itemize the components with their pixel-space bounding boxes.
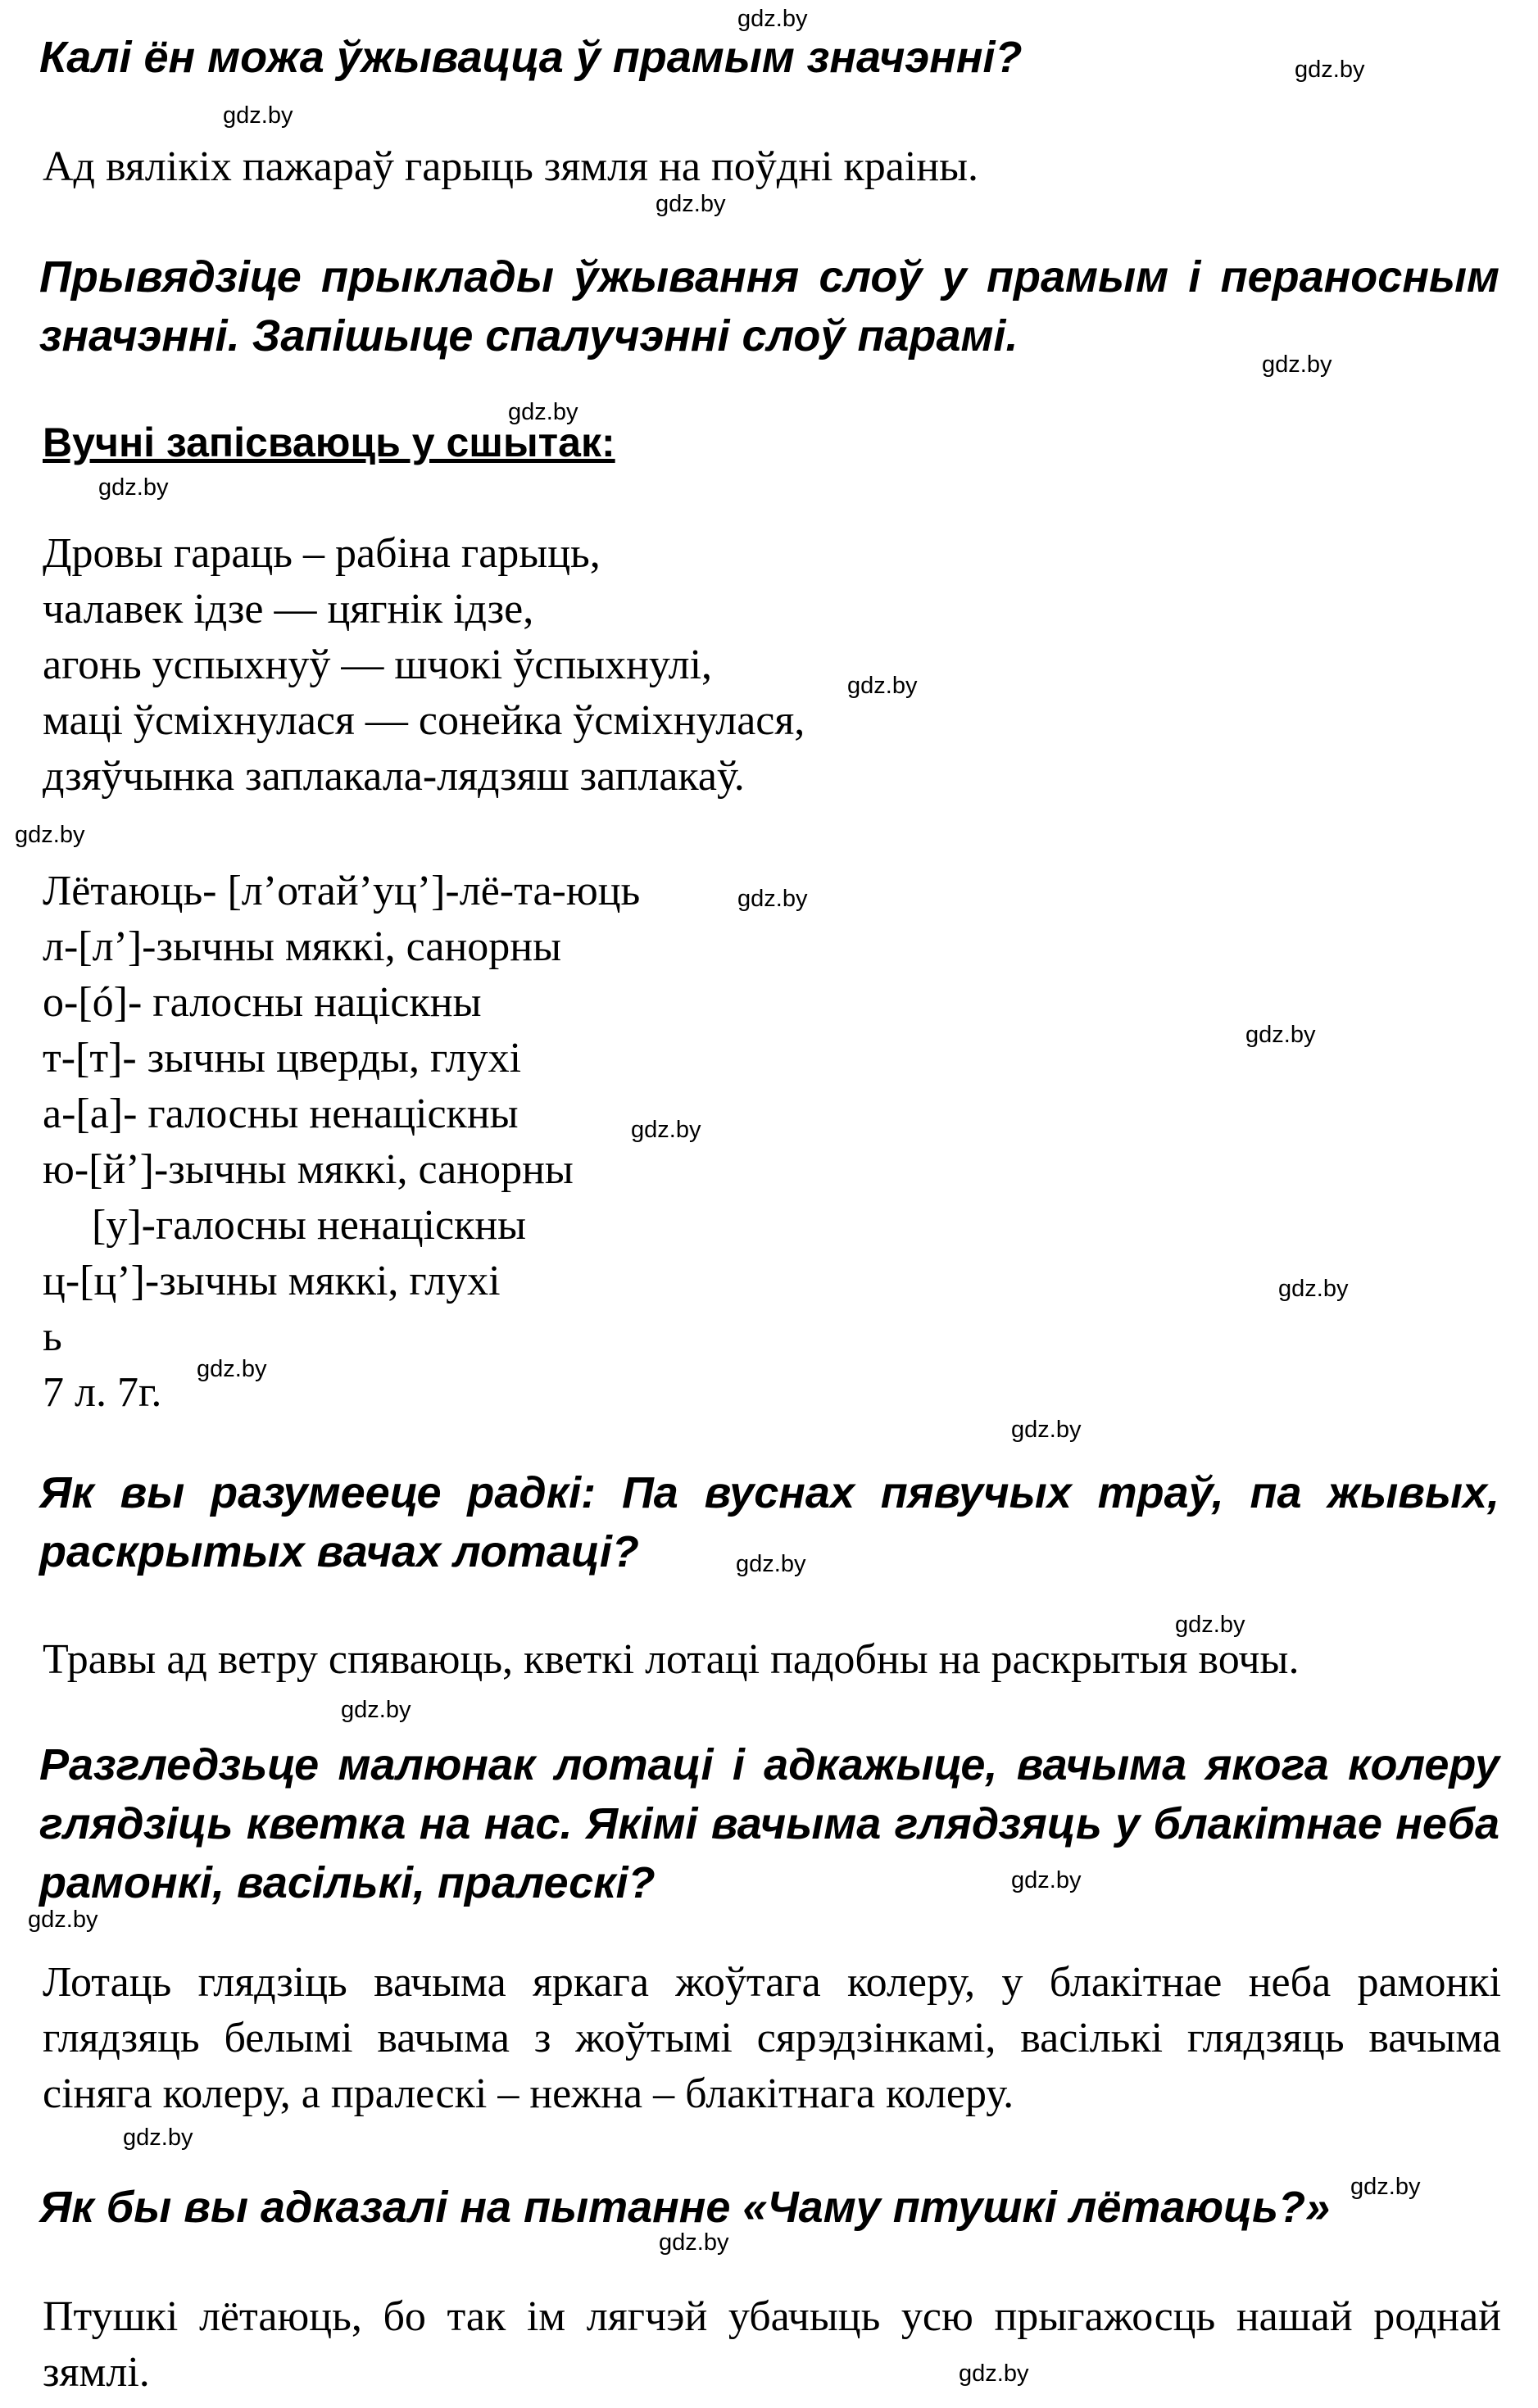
watermark: gdz.by <box>341 1697 411 1723</box>
watermark: gdz.by <box>508 399 578 425</box>
watermark: gdz.by <box>1245 1022 1316 1048</box>
question-poem-lines: Як вы разумееце радкі: Па вуснах пявучых траў, па жывых, раскрытых вачах лотаці? <box>39 1468 1499 1576</box>
task-word-examples: Прывядзіце прыклады ўжывання слоў у прамым і пераносным значэнні. Запішыце спалучэнні слоў парамі. <box>39 252 1499 361</box>
watermark: gdz.by <box>659 2229 729 2256</box>
phonetic-line: [у]-галосны ненаціскны <box>92 1202 527 1249</box>
phonetic-line: т-[т]- зычны цверды, глухі <box>43 1035 522 1082</box>
phonetic-line: ь <box>43 1313 62 1360</box>
watermark: gdz.by <box>959 2360 1029 2387</box>
watermark: gdz.by <box>223 102 293 129</box>
watermark: gdz.by <box>98 474 169 501</box>
watermark: gdz.by <box>631 1117 701 1143</box>
watermark: gdz.by <box>1175 1612 1245 1638</box>
word-pair: Дровы гараць – рабіна гарыць, <box>43 530 601 577</box>
watermark: gdz.by <box>656 191 726 217</box>
watermark: gdz.by <box>737 6 808 32</box>
watermark: gdz.by <box>1262 351 1332 378</box>
watermark: gdz.by <box>15 822 85 848</box>
phonetic-line: ц-[ц’]-зычны мяккі, глухі <box>43 1258 501 1304</box>
watermark: gdz.by <box>737 886 808 912</box>
task-marigold-picture: Разгледзьце малюнак лотаці і адкажыце, вачыма якога колеру глядзіць кветка на нас. Якімі вачыма глядзяць у блакітнае неба рамонкі, васількі, пралескі? <box>39 1740 1499 1907</box>
watermark: gdz.by <box>1295 57 1365 83</box>
watermark: gdz.by <box>1278 1276 1349 1302</box>
answer-marigold-picture: Лотаць глядзіць вачыма яркага жоўтага колеру, у блакітнае неба рамонкі глядзяць белымі вачыма з жоўтымі сярэдзінкамі, васількі глядзяць вачыма сіняга колеру, а пралескі – нежна – блакітнага колеру. <box>43 1959 1501 2117</box>
phonetic-line: о-[ó]- галосны націскны <box>43 979 482 1026</box>
word-pair: чалавек ідзе — цягнік ідзе, <box>43 586 534 633</box>
answer-direct-meaning: Ад вялікіх пажараў гарыць зямля на поўдні краіны. <box>43 143 979 190</box>
word-pairs-list <box>43 526 1501 805</box>
watermark: gdz.by <box>1350 2174 1421 2200</box>
answer-why-birds-fly: Птушкі лётаюць, бо так ім лягчэй убачыць усю прыгажосць нашай роднай зямлі. <box>43 2293 1501 2396</box>
phonetic-line: Лётаюць- [л’отай’уц’]-лё-та-юць <box>43 868 641 914</box>
watermark: gdz.by <box>736 1551 806 1577</box>
word-pair: агонь успыхнуў — шчокі ўспыхнулі, <box>43 642 713 688</box>
watermark: gdz.by <box>123 2125 193 2151</box>
watermark: gdz.by <box>847 673 918 699</box>
watermark: gdz.by <box>197 1356 267 1382</box>
notebook-heading: Вучні запісваюць у сшытак: <box>43 419 615 465</box>
watermark: gdz.by <box>1011 1867 1082 1893</box>
phonetic-analysis <box>43 864 1501 1421</box>
word-pair: дзяўчынка заплакала-лядзяш заплакаў. <box>43 753 745 800</box>
phonetic-line: л-[л’]-зычны мяккі, санорны <box>43 923 562 970</box>
phonetic-summary: 7 л. 7г. <box>43 1369 162 1416</box>
phonetic-line: ю-[й’]-зычны мяккі, санорны <box>43 1146 574 1193</box>
watermark: gdz.by <box>28 1907 98 1933</box>
question-why-birds-fly: Як бы вы адказалі на пытанне «Чаму птушкі лётаюць?» <box>39 2183 1331 2232</box>
question-direct-meaning: Калі ён можа ўжывацца ў прамым значэнні? <box>39 33 1023 82</box>
watermark: gdz.by <box>1011 1417 1082 1443</box>
phonetic-line: а-[а]- галосны ненаціскны <box>43 1091 519 1137</box>
word-pair: маці ўсміхнулася — сонейка ўсміхнулася, <box>43 697 805 744</box>
answer-poem-lines: Травы ад ветру спяваюць, кветкі лотаці падобны на раскрытыя вочы. <box>43 1636 1300 1683</box>
